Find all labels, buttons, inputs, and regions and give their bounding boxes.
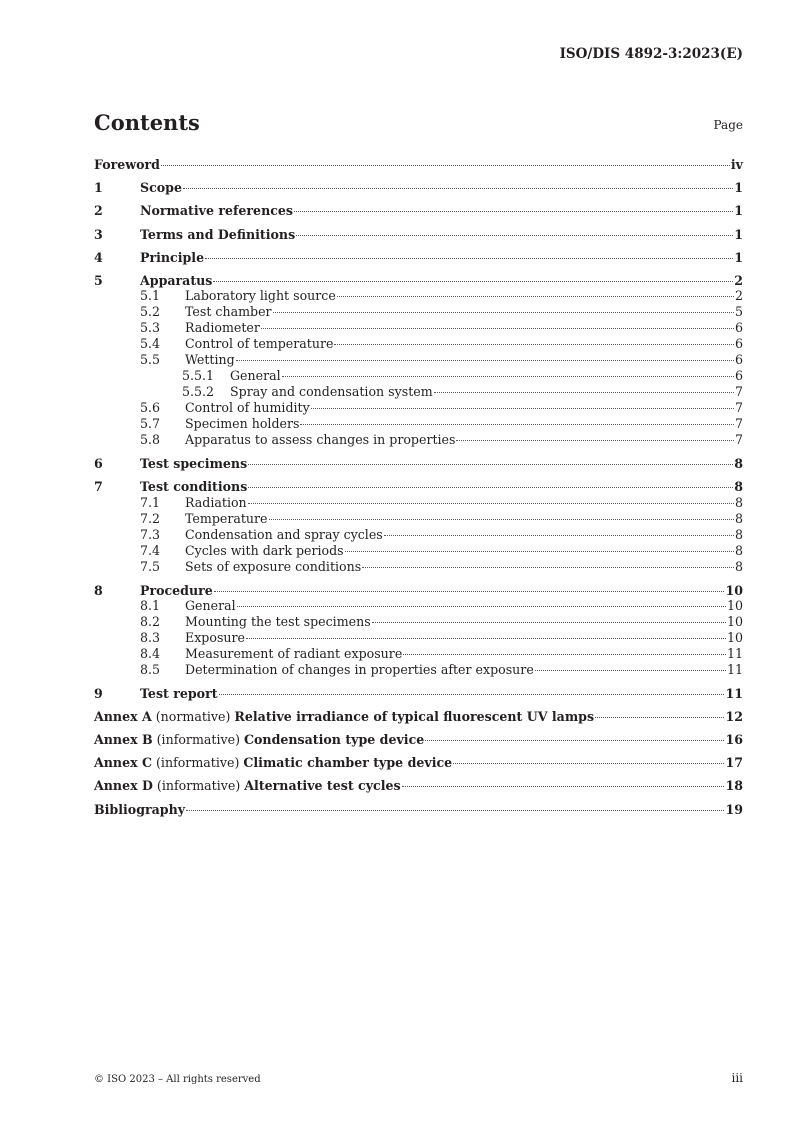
toc-entry[interactable] xyxy=(94,778,743,794)
toc-entry-title[interactable]: Test conditions xyxy=(140,479,248,495)
toc-entry-number: 7.2 xyxy=(140,510,161,526)
toc-entry[interactable] xyxy=(94,432,743,448)
toc-entry[interactable] xyxy=(94,559,743,575)
dot-leader xyxy=(269,519,734,520)
toc-entry-page: 8 xyxy=(734,510,743,526)
toc-entry[interactable] xyxy=(94,479,743,495)
toc-entry-title[interactable]: Exposure xyxy=(185,630,245,645)
toc-entry-number: 5.3 xyxy=(140,320,161,336)
toc-entry[interactable] xyxy=(94,755,743,771)
toc-entry-title[interactable]: Cycles with dark periods xyxy=(185,542,344,558)
toc-entry-number: 9 xyxy=(94,685,103,701)
toc-entry-title[interactable]: Relative irradiance of typical fluorescent UV lamps xyxy=(234,708,595,724)
toc-entry-title[interactable]: Normative references xyxy=(140,203,294,219)
toc-entry-title[interactable]: Test report xyxy=(140,685,218,701)
table-of-contents xyxy=(94,157,743,817)
toc-entry-page: 8 xyxy=(734,526,743,542)
dot-leader xyxy=(214,591,725,592)
dot-leader xyxy=(403,654,726,655)
toc-entry-title[interactable]: Control of humidity xyxy=(185,400,310,416)
toc-entry-page: 8 xyxy=(734,456,743,472)
toc-entry-number: 5.5.2 xyxy=(182,384,215,400)
toc-entry-page: 18 xyxy=(725,778,743,794)
toc-entry[interactable] xyxy=(94,288,743,304)
dot-leader xyxy=(219,694,725,695)
toc-entry-page: 12 xyxy=(725,708,743,724)
toc-entry-title[interactable]: Climatic chamber type device xyxy=(243,755,453,771)
toc-entry-title[interactable]: Radiometer xyxy=(185,320,260,336)
toc-entry-number: 8.1 xyxy=(140,598,161,613)
toc-entry-number: 5 xyxy=(94,272,103,288)
toc-entry-number: 1 xyxy=(94,180,103,196)
toc-entry-page: 7 xyxy=(734,416,743,432)
toc-entry-number: 3 xyxy=(94,226,103,242)
dot-leader xyxy=(282,376,734,377)
toc-entry-page: 6 xyxy=(734,320,743,336)
toc-entry-number: 5.2 xyxy=(140,304,161,320)
toc-entry[interactable] xyxy=(94,203,743,219)
toc-entry[interactable] xyxy=(94,686,743,702)
toc-entry-page: 7 xyxy=(734,384,743,400)
toc-annex-type: (informative) xyxy=(156,778,241,794)
toc-entry-number: 6 xyxy=(94,456,103,472)
toc-entry[interactable] xyxy=(94,250,743,266)
toc-entry-title[interactable]: Foreword xyxy=(94,157,160,172)
toc-entry[interactable] xyxy=(94,227,743,243)
toc-entry-page: 7 xyxy=(734,432,743,448)
toc-entry-title[interactable]: Procedure xyxy=(140,582,213,598)
toc-entry-title[interactable]: Condensation and spray cycles xyxy=(185,526,383,542)
dot-leader xyxy=(535,670,726,671)
dot-leader xyxy=(453,763,724,764)
toc-entry-page: 6 xyxy=(734,352,743,368)
toc-entry-title[interactable]: Scope xyxy=(140,180,182,196)
toc-entry[interactable] xyxy=(94,662,743,678)
dot-leader xyxy=(372,622,726,623)
toc-entry-page: 11 xyxy=(725,685,743,701)
toc-entry[interactable] xyxy=(94,352,743,368)
toc-entry[interactable] xyxy=(94,630,743,646)
toc-entry-page: 8 xyxy=(734,542,743,558)
toc-entry-page: 19 xyxy=(725,801,743,817)
dot-leader xyxy=(345,551,734,552)
toc-entry-page: 6 xyxy=(734,368,743,384)
dot-leader xyxy=(595,717,724,718)
toc-entry[interactable] xyxy=(94,802,743,818)
dot-leader xyxy=(237,606,726,607)
toc-entry[interactable] xyxy=(94,543,743,559)
toc-entry[interactable] xyxy=(94,400,743,416)
toc-entry-page: 11 xyxy=(726,646,743,661)
toc-entry-page: 8 xyxy=(734,558,743,574)
toc-entry[interactable] xyxy=(94,336,743,352)
contents-title: Contents xyxy=(94,110,200,135)
toc-entry[interactable] xyxy=(94,527,743,543)
toc-entry-title[interactable]: Alternative test cycles xyxy=(244,778,401,794)
toc-entry-title[interactable]: Sets of exposure conditions xyxy=(185,558,362,574)
toc-entry-title[interactable]: Apparatus xyxy=(140,272,213,288)
toc-entry-number: 5.6 xyxy=(140,400,161,416)
toc-annex-type: (informative) xyxy=(156,755,240,771)
toc-entry-number: 7.1 xyxy=(140,494,161,510)
toc-entry[interactable] xyxy=(94,646,743,662)
toc-entry-page: 10 xyxy=(726,630,743,645)
toc-entry-page: 2 xyxy=(734,272,743,288)
toc-entry-number: 8 xyxy=(94,582,103,598)
toc-entry[interactable] xyxy=(94,495,743,511)
dot-leader xyxy=(236,360,734,361)
toc-entry-page: 1 xyxy=(734,249,743,265)
toc-entry-title[interactable]: Test chamber xyxy=(185,304,272,320)
toc-annex-type: (informative) xyxy=(156,732,240,748)
toc-entry-title[interactable]: Temperature xyxy=(185,510,268,526)
toc-entry-page: 17 xyxy=(725,755,743,771)
dot-leader xyxy=(294,211,733,212)
dot-leader xyxy=(261,328,734,329)
dot-leader xyxy=(248,503,734,504)
toc-entry-number: 5.8 xyxy=(140,432,161,448)
toc-entry[interactable] xyxy=(94,273,743,289)
dot-leader xyxy=(183,188,733,189)
copyright-footer: © ISO 2023 – All rights reserved xyxy=(94,1074,261,1085)
toc-entry-page: 1 xyxy=(734,226,743,242)
dot-leader xyxy=(384,535,734,536)
toc-entry-number: 5.7 xyxy=(140,416,161,432)
toc-entry[interactable] xyxy=(94,180,743,196)
toc-entry-number: 2 xyxy=(94,203,103,219)
toc-entry-page: 11 xyxy=(726,662,743,677)
toc-entry-title[interactable]: Laboratory light source xyxy=(185,288,336,304)
toc-entry-title[interactable]: Terms and Definitions xyxy=(140,226,296,242)
toc-entry-title[interactable]: Wetting xyxy=(185,352,235,368)
toc-entry-number: 5.1 xyxy=(140,288,161,304)
toc-entry-title[interactable]: Control of temperature xyxy=(185,336,334,352)
dot-leader xyxy=(273,312,734,313)
toc-annex-label: Annex C xyxy=(94,755,153,771)
dot-leader xyxy=(246,638,726,639)
toc-entry[interactable] xyxy=(94,456,743,472)
toc-annex-label: Annex D xyxy=(94,778,153,794)
toc-entry[interactable] xyxy=(94,614,743,630)
toc-entry-title[interactable]: Determination of changes in properties after exposure xyxy=(185,662,534,677)
toc-entry-number: 8.5 xyxy=(140,662,161,677)
dot-leader xyxy=(213,281,733,282)
toc-entry-title[interactable]: Mounting the test specimens xyxy=(185,614,371,629)
toc-entry[interactable] xyxy=(94,583,743,599)
toc-entry[interactable] xyxy=(94,320,743,336)
dot-leader xyxy=(161,165,730,166)
toc-entry-title[interactable]: Test specimens xyxy=(140,456,248,472)
toc-entry-number: 7.5 xyxy=(140,558,161,574)
toc-entry-number: 8.4 xyxy=(140,646,161,661)
toc-entry-number: 7 xyxy=(94,479,103,495)
dot-leader xyxy=(362,567,734,568)
dot-leader xyxy=(337,296,734,297)
document-id-header: ISO/DIS 4892-3:2023(E) xyxy=(559,46,743,62)
dot-leader xyxy=(186,810,724,811)
toc-entry-title[interactable]: Apparatus to assess changes in properties xyxy=(185,432,456,448)
toc-entry-page: 1 xyxy=(734,180,743,196)
dot-leader xyxy=(334,344,734,345)
dot-leader xyxy=(205,258,733,259)
toc-entry[interactable] xyxy=(94,511,743,527)
dot-leader xyxy=(434,392,734,393)
toc-entry-page: 10 xyxy=(726,598,743,613)
toc-entry-number: 7.4 xyxy=(140,542,161,558)
dot-leader xyxy=(311,408,734,409)
toc-entry-title[interactable]: Specimen holders xyxy=(185,416,300,432)
toc-entry-title[interactable]: General xyxy=(230,368,281,384)
toc-entry-number: 5.5 xyxy=(140,352,161,368)
toc-annex-label: Annex A xyxy=(94,708,152,724)
page-number-footer: iii xyxy=(731,1071,743,1085)
toc-entry-page: 10 xyxy=(725,582,743,598)
dot-leader xyxy=(296,235,733,236)
toc-entry[interactable] xyxy=(94,598,743,614)
toc-entry-number: 8.2 xyxy=(140,614,161,629)
toc-entry-title[interactable]: Principle xyxy=(140,249,205,265)
toc-annex-type: (normative) xyxy=(155,708,231,724)
toc-entry[interactable] xyxy=(94,384,743,400)
toc-entry[interactable] xyxy=(94,157,743,173)
toc-entry-page: 6 xyxy=(734,336,743,352)
toc-entry-title[interactable]: Measurement of radiant exposure xyxy=(185,646,403,661)
dot-leader xyxy=(402,786,725,787)
toc-entry-title[interactable]: Radiation xyxy=(185,494,247,510)
page-column-label: Page xyxy=(713,118,743,132)
toc-entry-number: 4 xyxy=(94,249,103,265)
toc-entry-page: 8 xyxy=(734,494,743,510)
toc-entry[interactable] xyxy=(94,732,743,748)
toc-entry[interactable] xyxy=(94,368,743,384)
toc-entry-page: 1 xyxy=(734,203,743,219)
toc-entry-page: 16 xyxy=(725,732,743,748)
dot-leader xyxy=(300,424,734,425)
toc-entry[interactable] xyxy=(94,709,743,725)
toc-entry-page: 7 xyxy=(734,400,743,416)
toc-entry-number: 8.3 xyxy=(140,630,161,645)
dot-leader xyxy=(248,464,733,465)
toc-entry-number: 5.4 xyxy=(140,336,161,352)
toc-entry-page: 2 xyxy=(734,288,743,304)
toc-annex-label: Annex B xyxy=(94,732,153,748)
toc-entry-page: iv xyxy=(730,157,743,172)
toc-entry[interactable] xyxy=(94,304,743,320)
dot-leader xyxy=(425,740,724,741)
toc-entry-title[interactable]: Bibliography xyxy=(94,801,186,817)
toc-entry-number: 7.3 xyxy=(140,526,161,542)
toc-entry-number: 5.5.1 xyxy=(182,368,215,384)
toc-entry-title[interactable]: Spray and condensation system xyxy=(230,384,433,400)
toc-entry-page: 10 xyxy=(726,614,743,629)
toc-entry-page: 5 xyxy=(734,304,743,320)
toc-entry-title[interactable]: General xyxy=(185,598,236,613)
toc-entry-title[interactable]: Condensation type device xyxy=(243,732,425,748)
toc-entry[interactable] xyxy=(94,416,743,432)
dot-leader xyxy=(456,440,734,441)
dot-leader xyxy=(248,487,733,488)
toc-entry-page: 8 xyxy=(734,479,743,495)
